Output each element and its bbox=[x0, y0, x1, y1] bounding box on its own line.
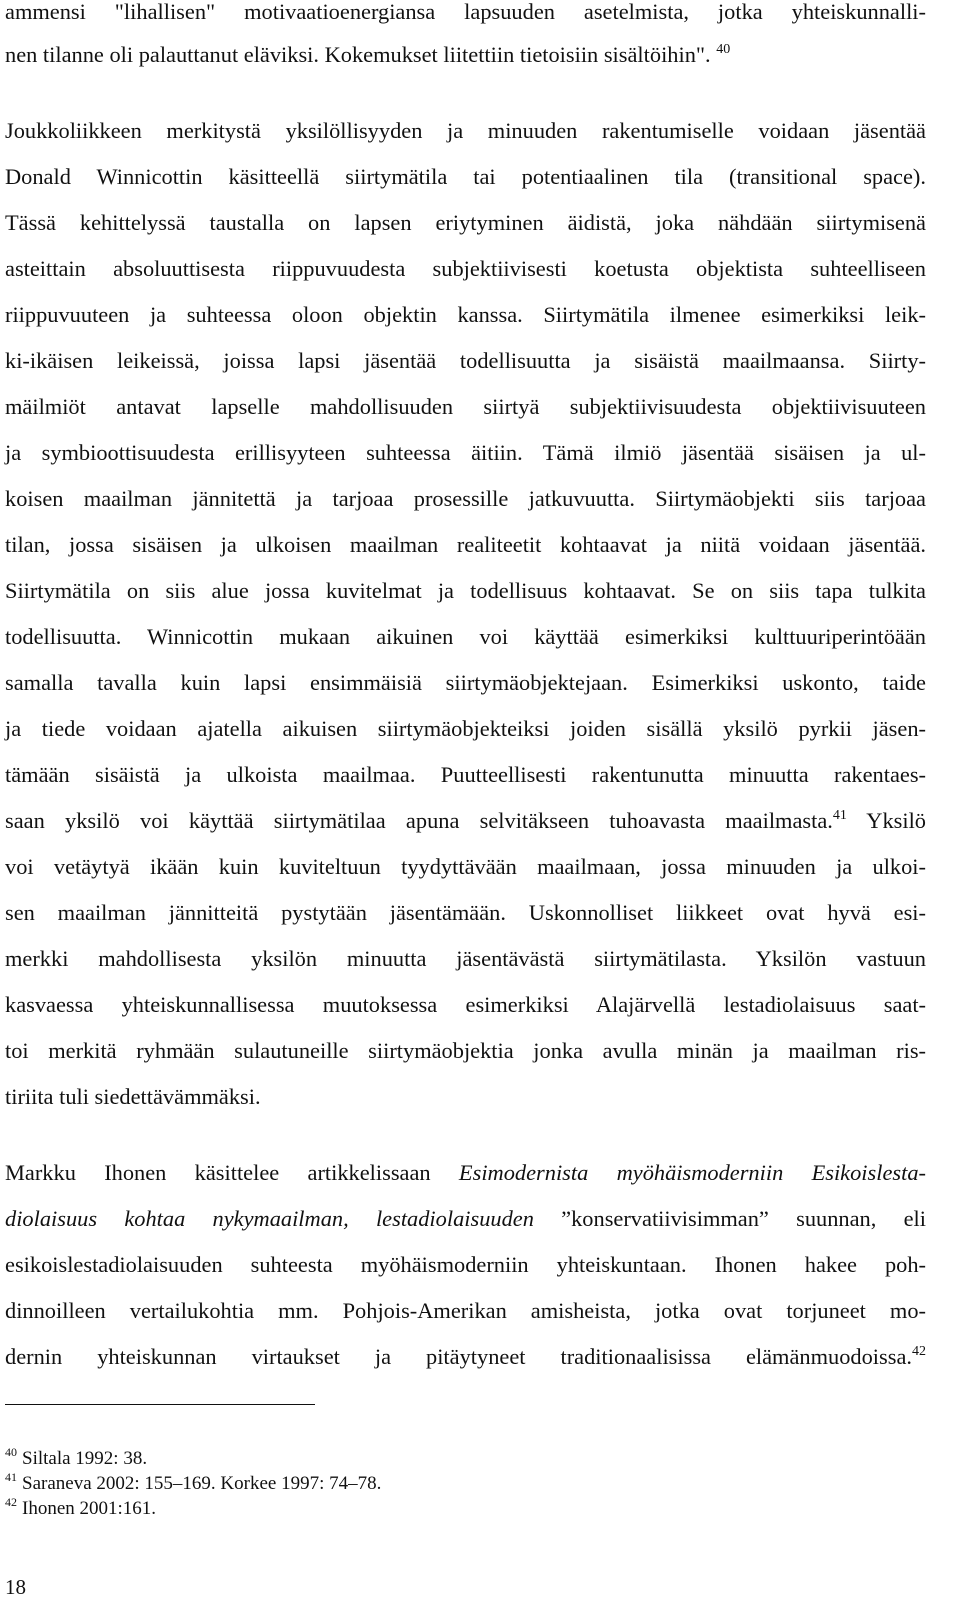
text-line: kasvaessa yhteiskunnallisessa muutoksessa esimerkiksi Alajärvellä lestadiolaisuus saat- bbox=[5, 992, 926, 1017]
footnote-ref: 41 bbox=[832, 808, 847, 823]
footnote-number: 42 bbox=[5, 1495, 17, 1509]
text-line: Siirtymätila on siis alue jossa kuvitelmat ja todellisuus kohtaavat. Se on siis tapa tulkita bbox=[5, 578, 926, 603]
text-line: tilan, jossa sisäisen ja ulkoisen maailman realiteetit kohtaavat ja niitä voidaan jäsentää. bbox=[5, 532, 926, 557]
footnote-text: Ihonen 2001:161. bbox=[22, 1498, 157, 1519]
text-fragment: dernin yhteiskunnan virtaukset ja pitäytyneet traditionaalisissa elämänmuodoissa. bbox=[5, 1344, 912, 1369]
italic-title: Esimodernista myöhäismoderniin Esikoislesta- bbox=[458, 1160, 926, 1185]
text-line bbox=[5, 1204, 926, 1234]
text-line bbox=[5, 40, 926, 70]
text-line: riippuvuuteen ja suhteessa oloon objektin kanssa. Siirtymätila ilmenee esimerkiksi leik- bbox=[5, 302, 926, 327]
text-line bbox=[5, 1158, 926, 1188]
text-fragment: nen tilanne oli palauttanut eläviksi. Kokemukset liitettiin tietoisiin sisältöihin". bbox=[5, 42, 711, 67]
text-line: esikoislestadiolaisuuden suhteesta myöhäismoderniin yhteiskuntaan. Ihonen hakee poh- bbox=[5, 1252, 926, 1277]
text-line: merkki mahdollisesta yksilön minuutta jäsentävästä siirtymätilasta. Yksilön vastuun bbox=[5, 946, 926, 971]
text-line: tiriita tuli siedettävämmäksi. bbox=[5, 1084, 261, 1109]
text-line bbox=[5, 1342, 926, 1372]
footnote-text: Saraneva 2002: 155–169. Korkee 1997: 74–78. bbox=[22, 1473, 382, 1494]
text-line: Donald Winnicottin käsitteellä siirtymätila tai potentiaalinen tila (transitional space). bbox=[5, 164, 926, 189]
text-line: asteittain absoluuttisesta riippuvuudesta subjektiivisesti koetusta objektista suhteelliseen bbox=[5, 256, 926, 281]
footnote-number: 41 bbox=[5, 1470, 17, 1484]
text-line: sen maailman jännitteitä pystytään jäsentämään. Uskonnolliset liikkeet ovat hyvä esi- bbox=[5, 900, 926, 925]
footnote-ref: 40 bbox=[716, 42, 731, 57]
text-line: dinnoilleen vertailukohtia mm. Pohjois-Amerikan amisheista, jotka ovat torjuneet mo- bbox=[5, 1298, 926, 1323]
text-fragment: Yksilö bbox=[846, 808, 927, 833]
text-line: Tässä kehittelyssä taustalla on lapsen eriytyminen äidistä, joka nähdään siirtymisenä bbox=[5, 210, 926, 235]
footnote-text: Siltala 1992: 38. bbox=[22, 1448, 148, 1469]
text-line: ja symbioottisuudesta erillisyyteen suhteessa äitiin. Tämä ilmiö jäsentää sisäisen ja ul- bbox=[5, 440, 926, 465]
text-fragment: ”konservatiivisimman” suunnan, eli bbox=[533, 1206, 926, 1231]
text-line: Joukkoliikkeen merkitystä yksilöllisyyden ja minuuden rakentumiselle voidaan jäsentää bbox=[5, 118, 926, 143]
footnote-separator bbox=[5, 1404, 315, 1405]
text-line: mäilmiöt antavat lapselle mahdollisuuden siirtyä subjektiivisuudesta objektiivisuuteen bbox=[5, 394, 926, 419]
text-line: todellisuutta. Winnicottin mukaan aikuinen voi käyttää esimerkiksi kulttuuriperintöään bbox=[5, 624, 926, 649]
italic-title: diolaisuus kohtaa nykymaailman, lestadiolaisuuden bbox=[5, 1206, 534, 1231]
text-fragment: saan yksilö voi käyttää siirtymätilaa apuna selvitäkseen tuhoavasta maailmasta. bbox=[5, 808, 833, 833]
footnote-number: 40 bbox=[5, 1445, 17, 1459]
footnote-ref: 42 bbox=[912, 1344, 926, 1359]
text-line bbox=[5, 806, 926, 836]
text-line: ja tiede voidaan ajatella aikuisen siirtymäobjekteiksi joiden sisällä yksilö pyrkii jäsen- bbox=[5, 716, 926, 741]
footnote bbox=[5, 1497, 156, 1521]
text-line: ki-ikäisen leikeissä, joissa lapsi jäsentää todellisuutta ja sisäistä maailmaansa. Siirty- bbox=[5, 348, 926, 373]
text-line: tämään sisäistä ja ulkoista maailmaa. Puutteellisesti rakentunutta minuutta rakentaes- bbox=[5, 762, 926, 787]
page-number: 18 bbox=[5, 1575, 26, 1599]
text-line: ammensi "lihallisen" motivaatioenergiansa lapsuuden asetelmista, jotka yhteiskunnalli- bbox=[5, 0, 926, 24]
footnote bbox=[5, 1447, 147, 1471]
text-line: toi merkitä ryhmään sulautuneille siirtymäobjektia jonka avulla minän ja maailman ris- bbox=[5, 1038, 926, 1063]
footnote bbox=[5, 1472, 381, 1496]
text-line: koisen maailman jännitettä ja tarjoaa prosessille jatkuvuutta. Siirtymäobjekti siis tarjoaa bbox=[5, 486, 926, 511]
text-line: samalla tavalla kuin lapsi ensimmäisiä siirtymäobjektejaan. Esimerkiksi uskonto, taide bbox=[5, 670, 926, 695]
text-line: voi vetäytyä ikään kuin kuviteltuun tyydyttävään maailmaan, jossa minuuden ja ulkoi- bbox=[5, 854, 926, 879]
text-fragment: Markku Ihonen käsittelee artikkelissaan bbox=[5, 1160, 459, 1185]
